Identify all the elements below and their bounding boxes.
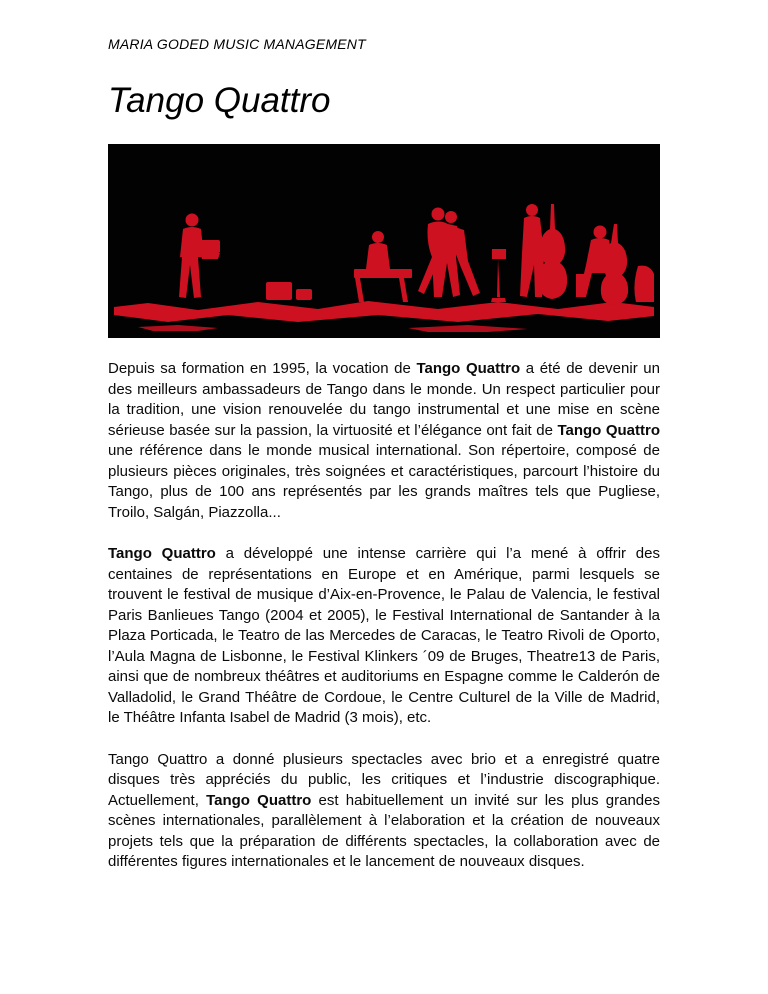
text-segment: a été de devenir un des meilleurs ambassadeurs de Tango dans le monde. Un respect particulier pour la tradition, une vision renouvelée du tango instrumental et une mise en scène sérieuse basée sur la passion, la virtuosité et l’élégance ont fait de xyxy=(108,360,660,439)
document-body xyxy=(108,359,660,873)
text-segment: Tango Quattro a donné plusieurs spectacles avec brio et a enregistré quatre disques très appréciés du public, les critiques et l’industrie discographique. Actuellement, xyxy=(108,750,660,809)
text-segment: Depuis sa formation en 1995, la vocation de xyxy=(108,360,417,377)
tango-stage-illustration xyxy=(108,144,660,338)
paragraph-2 xyxy=(108,544,660,729)
text-segment: a développé une intense carrière qui l’a mené à offrir des centaines de représentations en Europe et en Amérique, parmi lesquels se trouvent le festival de musique d’Aix-en-Provence, le Palau de Valencia, le festival Paris Banlieues Tango (2004 et 2005), le Festival International de Santander à la Plaza Porticada, le Teatro de las Mercedes de Caracas, le Teatro Rivoli de Oporto, l’Aula Magna de Lisbonne, le Festival Klinkers ´09 de Bruges, Theatre13 de Paris, ainsi que de nombreux théâtres et auditoriums en Espagne comme le Calderón de Valladolid, le Grand Théâtre de Cordoue, le Centre Culturel de la Ville de Madrid, le Théâtre Infanta Isabel de Madrid (3 mois), etc. xyxy=(108,545,660,726)
text-segment-bold: Tango Quattro xyxy=(557,421,660,439)
text-segment-bold: Tango Quattro xyxy=(206,791,312,809)
text-segment-bold: Tango Quattro xyxy=(416,360,521,377)
text-segment-bold: Tango Quattro xyxy=(108,545,216,562)
text-segment: une référence dans le monde musical international. Son répertoire, composé de plusieurs pièces originales, très soignées et caractéristiques, parcourt l’histoire du Tango, plus de 100 ans représentés par les grands maîtres tels que Pugliese, Troilo, Salgán, Piazzolla... xyxy=(108,442,660,521)
text-segment: est habituellement un invité sur les plus grandes scènes internationales, parallèlement à l’elaboration et la création de nouveaux projets tels que la préparation de différents spectacles, la collaboration avec de différentes figures internationales et le lancement de nouveaux disques. xyxy=(108,791,660,870)
document-header: MARIA GODED MUSIC MANAGEMENT xyxy=(108,36,366,52)
paragraph-1 xyxy=(108,359,660,523)
paragraph-3 xyxy=(108,750,660,873)
page-title: Tango Quattro xyxy=(108,81,331,120)
stage-photo xyxy=(108,144,660,338)
